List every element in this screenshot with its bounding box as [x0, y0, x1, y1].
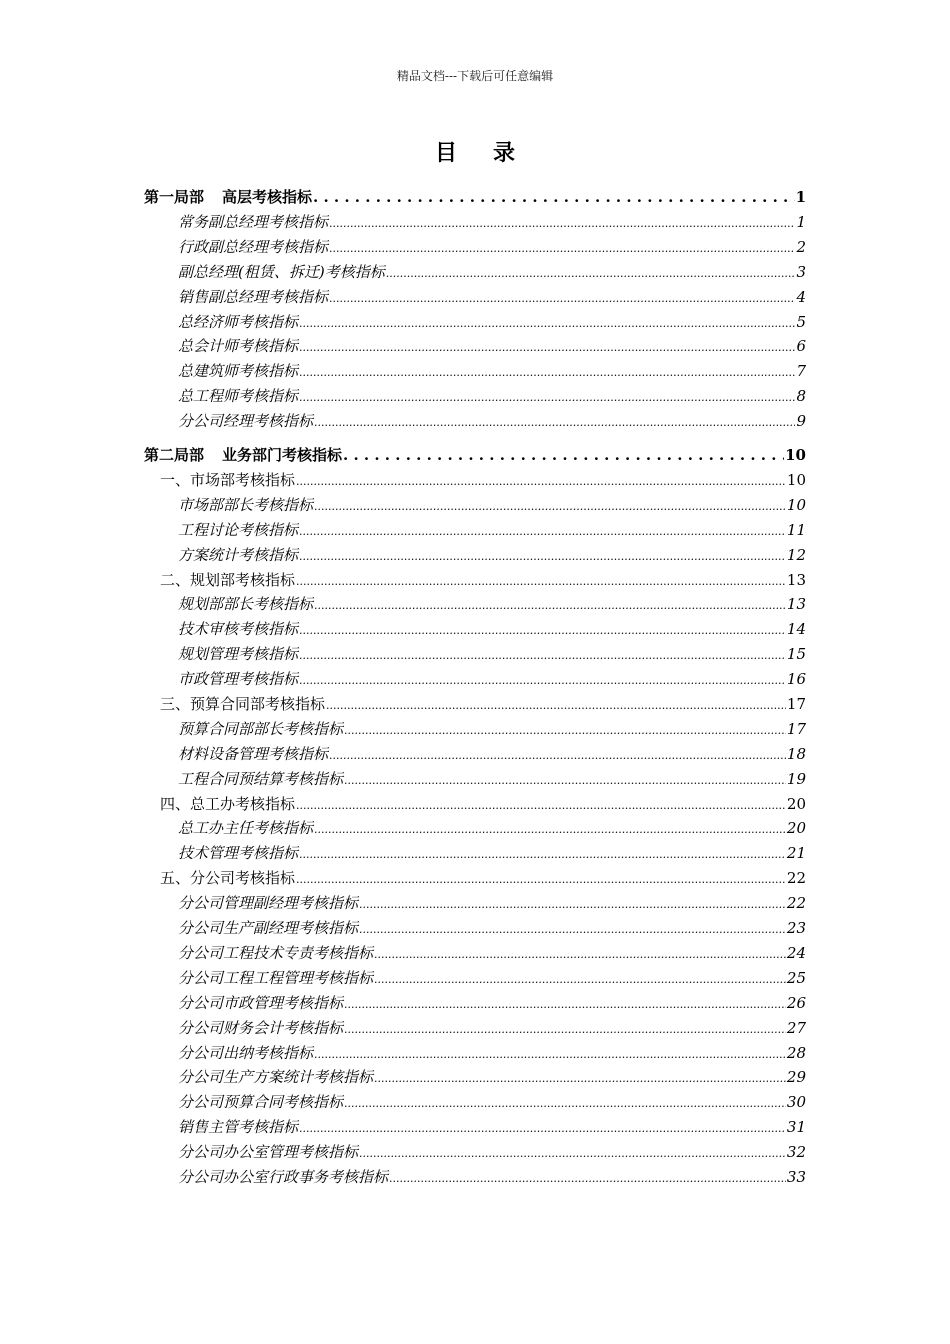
toc-entry[interactable] — [144, 409, 806, 434]
toc-dot-leader — [314, 818, 786, 843]
toc-entry[interactable] — [144, 210, 806, 235]
toc-dot-leader — [296, 570, 786, 595]
toc-page-number: 11 — [786, 520, 806, 539]
toc-page-number: 14 — [786, 620, 806, 639]
toc-entry-label: 分公司市政管理考核指标 — [178, 993, 344, 1012]
toc-page-number: 24 — [786, 943, 806, 962]
toc-entry-label: 销售副总经理考核指标 — [178, 287, 329, 306]
toc-entry-label: 分公司经理考核指标 — [178, 412, 314, 431]
toc-entry-label: 分公司预算合同考核指标 — [178, 1093, 344, 1112]
toc-entry-label: 规划部部长考核指标 — [178, 595, 314, 614]
toc-page-number: 18 — [786, 744, 806, 763]
toc-dot-leader — [344, 1092, 786, 1117]
table-of-contents — [144, 185, 806, 1190]
toc-entry[interactable] — [144, 941, 806, 966]
toc-entry-label: 规划管理考核指标 — [178, 645, 299, 664]
toc-entry-label: 分公司办公室行政事务考核指标 — [178, 1167, 389, 1186]
toc-page-number: 32 — [786, 1143, 806, 1162]
toc-dot-leader — [299, 669, 786, 694]
toc-entry[interactable] — [144, 260, 806, 285]
toc-part-prefix: 第二局部 — [144, 446, 205, 465]
toc-dot-leader — [296, 470, 786, 495]
toc-dot-leader — [374, 943, 786, 968]
toc-entry[interactable] — [144, 592, 806, 617]
toc-dot-leader — [299, 644, 786, 669]
toc-entry-label: 分公司工程技术专责考核指标 — [178, 943, 374, 962]
toc-entry-label — [144, 443, 342, 468]
toc-page-number: 9 — [796, 412, 806, 431]
toc-dot-leader — [299, 312, 795, 337]
toc-page-number: 28 — [786, 1043, 806, 1062]
toc-entry[interactable] — [144, 185, 806, 210]
toc-page-number: 27 — [786, 1018, 806, 1037]
toc-entry-label: 市场部部长考核指标 — [178, 495, 314, 514]
toc-dot-leader — [299, 386, 795, 411]
toc-dot-leader — [329, 237, 795, 262]
toc-entry-label: 总建筑师考核指标 — [178, 362, 299, 381]
toc-dot-leader — [374, 968, 786, 993]
toc-entry[interactable] — [144, 1041, 806, 1066]
toc-page-number: 31 — [786, 1118, 806, 1137]
toc-page-number: 13 — [786, 570, 806, 589]
toc-dot-leader — [299, 1117, 786, 1142]
toc-dot-leader — [386, 262, 796, 287]
toc-entry-label: 总工办主任考核指标 — [178, 819, 314, 838]
toc-entry[interactable] — [144, 667, 806, 692]
toc-dot-leader — [296, 868, 786, 893]
toc-entry[interactable] — [144, 285, 806, 310]
toc-entry-label: 总经济师考核指标 — [178, 312, 299, 331]
toc-page-number: 15 — [786, 645, 806, 664]
toc-entry[interactable] — [144, 1065, 806, 1090]
toc-entry[interactable] — [144, 1165, 806, 1190]
toc-page-number: 17 — [786, 695, 806, 714]
toc-entry-label: 总会计师考核指标 — [178, 337, 299, 356]
toc-entry[interactable] — [144, 617, 806, 642]
toc-entry-label: 分公司财务会计考核指标 — [178, 1018, 344, 1037]
toc-dot-leader — [359, 1142, 786, 1167]
toc-entry[interactable] — [144, 443, 806, 468]
toc-entry-label: 分公司生产方案统计考核指标 — [178, 1068, 374, 1087]
toc-page-number: 7 — [796, 362, 806, 381]
toc-entry[interactable] — [144, 767, 806, 792]
toc-entry[interactable] — [144, 1140, 806, 1165]
toc-dot-leader — [374, 1067, 786, 1092]
toc-dot-leader — [299, 843, 786, 868]
toc-dot-leader — [314, 1043, 786, 1068]
toc-entry-label: 工程合同预结算考核指标 — [178, 769, 344, 788]
toc-page-number: 22 — [786, 869, 806, 888]
toc-entry[interactable] — [144, 916, 806, 941]
toc-entry[interactable] — [144, 468, 806, 493]
toc-dot-leader — [329, 287, 795, 312]
toc-dot-leader — [299, 619, 786, 644]
toc-entry-label: 四、总工办考核指标 — [160, 794, 296, 813]
toc-entry-label: 方案统计考核指标 — [178, 545, 299, 564]
toc-part-title: 业务部门考核指标 — [222, 446, 343, 465]
toc-entry[interactable] — [144, 866, 806, 891]
toc-page-number: 10 — [785, 446, 806, 465]
toc-entry-label: 三、预算合同部考核指标 — [160, 695, 326, 714]
toc-page-number: 6 — [796, 337, 806, 356]
toc-dot-leader — [299, 520, 786, 545]
toc-entry-label: 分公司办公室管理考核指标 — [178, 1143, 359, 1162]
toc-entry[interactable] — [144, 359, 806, 384]
toc-entry[interactable] — [144, 1090, 806, 1115]
toc-entry-label — [144, 185, 312, 210]
toc-dot-leader — [299, 545, 786, 570]
toc-dot-leader — [344, 719, 786, 744]
toc-part-title: 高层考核指标 — [222, 188, 313, 206]
toc-entry-label: 技术管理考核指标 — [178, 844, 299, 863]
toc-dot-leader — [359, 918, 786, 943]
toc-page-number: 20 — [786, 794, 806, 813]
toc-page-number: 19 — [786, 769, 806, 788]
toc-page-number: 17 — [786, 719, 806, 738]
toc-dot-leader — [314, 495, 786, 520]
toc-entry[interactable] — [144, 384, 806, 409]
toc-page-number: 3 — [796, 262, 806, 281]
toc-page-number: 25 — [786, 968, 806, 987]
toc-entry[interactable] — [144, 235, 806, 260]
toc-entry[interactable] — [144, 692, 806, 717]
toc-dot-leader — [296, 794, 786, 819]
toc-entry-label: 二、规划部考核指标 — [160, 570, 296, 589]
toc-dot-leader — [343, 443, 784, 468]
toc-entry-label: 预算合同部部长考核指标 — [178, 719, 344, 738]
toc-dot-leader — [299, 336, 795, 361]
toc-entry[interactable] — [144, 991, 806, 1016]
toc-dot-leader — [299, 361, 795, 386]
toc-entry-label: 分公司工程工程管理考核指标 — [178, 968, 374, 987]
toc-page-number: 33 — [786, 1167, 806, 1186]
toc-dot-leader — [359, 893, 786, 918]
toc-dot-leader — [344, 769, 786, 794]
toc-dot-leader — [344, 993, 786, 1018]
toc-entry-label: 总工程师考核指标 — [178, 387, 299, 406]
toc-entry-label: 工程讨论考核指标 — [178, 520, 299, 539]
toc-entry[interactable] — [144, 642, 806, 667]
toc-entry[interactable] — [144, 891, 806, 916]
toc-page-number: 26 — [786, 993, 806, 1012]
toc-page-number: 2 — [796, 237, 806, 256]
toc-page-number: 22 — [786, 894, 806, 913]
toc-page-number: 1 — [795, 188, 806, 206]
toc-page-number: 10 — [786, 495, 806, 514]
toc-entry-label: 销售主管考核指标 — [178, 1118, 299, 1137]
toc-page-number: 16 — [786, 670, 806, 689]
toc-entry-label: 材料设备管理考核指标 — [178, 744, 329, 763]
toc-dot-leader — [313, 185, 795, 210]
toc-dot-leader — [329, 744, 786, 769]
toc-entry[interactable] — [144, 518, 806, 543]
page-title: 目录 — [434, 140, 551, 166]
toc-entry[interactable] — [144, 568, 806, 593]
toc-entry-label: 副总经理(租赁、拆迁)考核指标 — [178, 262, 385, 281]
toc-dot-leader — [314, 594, 786, 619]
toc-entry-label: 常务副总经理考核指标 — [178, 213, 329, 231]
toc-dot-leader — [329, 212, 795, 237]
toc-page-number: 30 — [786, 1093, 806, 1112]
toc-entry[interactable] — [144, 816, 806, 841]
toc-entry[interactable] — [144, 792, 806, 817]
toc-entry[interactable] — [144, 310, 806, 335]
page-header: 精品文档---下载后可任意编辑 — [396, 69, 554, 83]
toc-page-number: 5 — [796, 312, 806, 331]
toc-entry-label: 分公司出纳考核指标 — [178, 1043, 314, 1062]
toc-entry[interactable] — [144, 1016, 806, 1041]
toc-entry-label: 分公司生产副经理考核指标 — [178, 919, 359, 938]
toc-entry[interactable] — [144, 742, 806, 767]
toc-page-number: 12 — [786, 545, 806, 564]
toc-entry-label: 技术审核考核指标 — [178, 620, 299, 639]
toc-entry[interactable] — [144, 334, 806, 359]
toc-dot-leader — [326, 694, 786, 719]
toc-page-number: 10 — [786, 471, 806, 490]
toc-entry[interactable] — [144, 966, 806, 991]
toc-entry[interactable] — [144, 717, 806, 742]
toc-page-number: 4 — [796, 287, 806, 306]
toc-page-number: 1 — [796, 213, 806, 231]
toc-page-number: 8 — [796, 387, 806, 406]
toc-entry-label: 分公司管理副经理考核指标 — [178, 894, 359, 913]
toc-entry[interactable] — [144, 1115, 806, 1140]
toc-entry[interactable] — [144, 841, 806, 866]
toc-dot-leader — [344, 1018, 786, 1043]
toc-page-number: 21 — [786, 844, 806, 863]
toc-dot-leader — [314, 411, 795, 436]
toc-entry[interactable] — [144, 543, 806, 568]
toc-entry-label: 一、市场部考核指标 — [160, 471, 296, 490]
toc-dot-leader — [389, 1167, 786, 1192]
toc-page-number: 13 — [786, 595, 806, 614]
toc-page-number: 29 — [786, 1068, 806, 1087]
toc-entry-label: 五、分公司考核指标 — [160, 869, 296, 888]
toc-page-number: 20 — [786, 819, 806, 838]
toc-part-prefix: 第一局部 — [144, 188, 205, 206]
toc-entry-label: 行政副总经理考核指标 — [178, 237, 329, 256]
toc-entry-label: 市政管理考核指标 — [178, 670, 299, 689]
toc-page-number: 23 — [786, 919, 806, 938]
toc-entry[interactable] — [144, 493, 806, 518]
